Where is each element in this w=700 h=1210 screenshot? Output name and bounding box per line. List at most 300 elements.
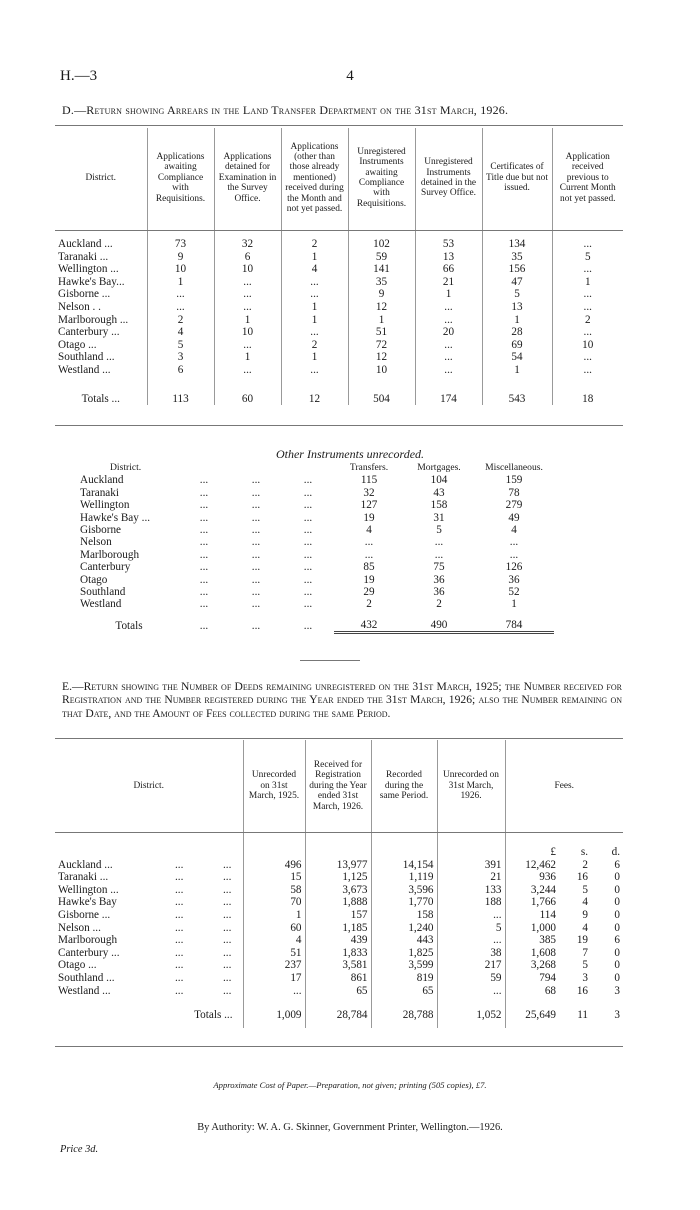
table-cell: 9 (147, 251, 214, 264)
empty-cell (55, 832, 243, 846)
report-code: H.—3 (60, 68, 98, 84)
column-header: Mortgages. (417, 462, 461, 473)
table-cell: 7 (582, 946, 588, 959)
leader-dots: ... (303, 511, 313, 524)
table-cell: 59 (348, 251, 415, 264)
table-cell: ... (147, 301, 214, 314)
leader-dots: ... (303, 548, 313, 561)
leader-dots: ... (223, 858, 232, 871)
table-cell: 12 (348, 351, 415, 364)
total-cell: 25,649 (505, 1009, 559, 1022)
table-cell: 1,608 (505, 947, 559, 960)
empty-cell (554, 598, 620, 610)
table-cell: 3,673 (305, 884, 371, 897)
table-cell: 0 (614, 871, 620, 884)
table-cell: 2 (582, 858, 588, 871)
district-label: Wellington ... (58, 883, 119, 896)
table-cell: 936 (505, 871, 559, 884)
empty-cell (437, 997, 505, 1009)
table-row (55, 351, 623, 364)
totals-row (55, 1009, 623, 1022)
district-name: Westland ... (58, 363, 111, 376)
totals-label: Totals ... (194, 1009, 233, 1022)
leader-dots: ... (251, 619, 261, 632)
separator-rule (300, 660, 360, 661)
table-row (80, 536, 620, 548)
table-cell: 16 (576, 984, 588, 997)
leader-dots: ... (199, 499, 209, 512)
table-cell: 2 (436, 598, 442, 611)
table-cell: 58 (243, 884, 305, 897)
table-cell: ... (364, 548, 374, 561)
empty-cell (55, 377, 147, 393)
leader-dots: ... (199, 586, 209, 599)
fee-units-row (55, 846, 623, 859)
table-cell: ... (437, 909, 505, 922)
empty-cell (282, 462, 334, 474)
district-name: Hawke's Bay... (58, 275, 125, 288)
district-name: Westland (80, 598, 122, 611)
table-cell: 0 (614, 908, 620, 921)
table-cell: 15 (243, 871, 305, 884)
empty-cell (437, 846, 505, 859)
table-cell: 13,977 (305, 859, 371, 872)
table-row (55, 326, 623, 339)
leader-dots: ... (175, 934, 184, 947)
table-cell: ... (552, 351, 623, 364)
table-cell: ... (281, 276, 348, 289)
table-cell: 5 (437, 922, 505, 935)
empty-cell (55, 1022, 243, 1028)
empty-cell (591, 832, 623, 846)
table-cell: 54 (482, 351, 552, 364)
table-cell: 385 (505, 934, 559, 947)
leader-dots: ... (199, 561, 209, 574)
spacer-row (80, 611, 620, 619)
district-name (55, 909, 243, 922)
table-cell: ... (281, 288, 348, 301)
district-name (55, 871, 243, 884)
table-cell: 35 (348, 276, 415, 289)
table-cell: 69 (482, 339, 552, 352)
district-label: Taranaki ... (58, 871, 109, 884)
leader-dots: ... (303, 586, 313, 599)
table-cell: 65 (371, 985, 437, 998)
table-cell: 17 (243, 972, 305, 985)
empty-cell (505, 997, 559, 1009)
table-cell: ... (437, 985, 505, 998)
table-cell: 49 (508, 511, 520, 524)
table-cell: 0 (614, 971, 620, 984)
table-row (80, 586, 620, 598)
price-note: Price 3d. (60, 1144, 99, 1155)
table-e-body (55, 832, 623, 1028)
table-e-header (55, 740, 623, 832)
table-cell: 4 (582, 896, 588, 909)
empty-cell (437, 832, 505, 846)
rule (55, 738, 623, 739)
empty-cell (243, 832, 305, 846)
district-label: Hawke's Bay (58, 896, 117, 909)
leader-dots: ... (251, 561, 261, 574)
totals-label: Totals ... (81, 392, 120, 405)
column-header: Unrecorded on 31st March, 1926. (437, 740, 505, 832)
total-cell: 543 (482, 393, 552, 406)
leader-dots: ... (175, 946, 184, 959)
table-cell: 127 (360, 499, 378, 512)
column-header: Unrecorded on 31st March, 1925. (243, 740, 305, 832)
empty-cell (305, 832, 371, 846)
column-header: Fees. (505, 740, 623, 832)
table-cell: 0 (614, 959, 620, 972)
table-cell: 36 (433, 586, 445, 599)
table-cell: 1 (415, 288, 482, 301)
table-row (55, 339, 623, 352)
column-header: Unregistered Instruments awaiting Compliance with Requisitions. (348, 128, 415, 228)
table-cell: ... (214, 301, 281, 314)
district-name: Hawke's Bay ... (80, 511, 151, 524)
leader-dots: ... (251, 486, 261, 499)
table-cell: 279 (505, 499, 523, 512)
table-cell: 133 (437, 884, 505, 897)
district-name (55, 972, 243, 985)
leader-dots: ... (303, 619, 313, 632)
district-label: Auckland ... (58, 858, 113, 871)
table-cell: 32 (214, 238, 281, 251)
district-name: Canterbury (80, 561, 131, 574)
table-cell: 1,000 (505, 922, 559, 935)
leader-dots: ... (175, 908, 184, 921)
leader-dots: ... (223, 871, 232, 884)
spacer-row (55, 1022, 623, 1028)
table-cell: 12,462 (505, 859, 559, 872)
table-cell: 159 (505, 474, 523, 487)
leader-dots: ... (223, 921, 232, 934)
table-cell: 496 (243, 859, 305, 872)
table-cell: 51 (348, 326, 415, 339)
table-cell: ... (147, 288, 214, 301)
leader-dots: ... (303, 536, 313, 549)
total-cell: 60 (214, 393, 281, 406)
empty-cell (554, 536, 620, 548)
table-cell: ... (552, 238, 623, 251)
table-cell: ... (437, 934, 505, 947)
empty-cell (371, 997, 437, 1009)
leader-dots: ... (223, 984, 232, 997)
table-cell: 1 (147, 276, 214, 289)
table-cell: 2 (281, 339, 348, 352)
table-row (80, 561, 620, 573)
table-cell: 0 (614, 921, 620, 934)
totals-row (80, 619, 620, 633)
table-cell: 5 (582, 959, 588, 972)
table-cell: ... (552, 288, 623, 301)
table-cell: 1 (281, 314, 348, 327)
table-cell: 4 (147, 326, 214, 339)
table-cell: 157 (305, 909, 371, 922)
leader-dots: ... (251, 499, 261, 512)
total-cell: 1,009 (243, 1009, 305, 1022)
leader-dots: ... (303, 561, 313, 574)
table-row (80, 549, 620, 561)
table-cell: 6 (147, 364, 214, 377)
district-name: Nelson . . (58, 300, 101, 313)
table-cell: 75 (433, 561, 445, 574)
leader-dots: ... (251, 524, 261, 537)
empty-cell (554, 619, 620, 633)
empty-cell (371, 832, 437, 846)
table-cell: 5 (147, 339, 214, 352)
leader-dots: ... (175, 921, 184, 934)
table-cell: 102 (348, 238, 415, 251)
table-cell: 1,825 (371, 947, 437, 960)
district-name (55, 934, 243, 947)
column-header: Application received previous to Current Month not yet passed. (552, 128, 623, 228)
column-header: Certificates of Title due but not issued. (482, 128, 552, 228)
table-cell: 73 (147, 238, 214, 251)
leader-dots: ... (251, 474, 261, 487)
table-cell: 2 (147, 314, 214, 327)
cost-note: Approximate Cost of Paper.—Preparation, not given; printing (505 copies), £7. (213, 1080, 487, 1090)
table-cell: 158 (371, 909, 437, 922)
leader-dots: ... (199, 536, 209, 549)
empty-cell (147, 377, 214, 393)
table-cell: 158 (430, 499, 448, 512)
leader-dots: ... (303, 573, 313, 586)
district-name: Southland ... (58, 351, 115, 364)
table-cell: 13 (415, 251, 482, 264)
table-cell: ... (415, 364, 482, 377)
table-cell: 114 (505, 909, 559, 922)
table-cell: 0 (614, 883, 620, 896)
table-e (55, 740, 623, 1028)
table-row (55, 251, 623, 264)
table-d-body (55, 228, 623, 405)
table-cell: 53 (415, 238, 482, 251)
empty-cell (55, 997, 243, 1009)
table-cell: 115 (360, 474, 378, 487)
table-cell: ... (214, 339, 281, 352)
table-row (80, 524, 620, 536)
table-cell: 0 (614, 946, 620, 959)
leader-dots: ... (175, 896, 184, 909)
total-cell: 11 (577, 1009, 588, 1022)
empty-cell (505, 1022, 559, 1028)
table-cell: 32 (363, 486, 375, 499)
table-cell: ... (364, 536, 374, 549)
leader-dots: ... (199, 619, 209, 632)
total-cell: 28,784 (305, 1009, 371, 1022)
empty-cell (214, 377, 281, 393)
table-cell: 85 (363, 561, 375, 574)
column-header: Applications (other than those already mentioned) received during the Month and not yet passed. (281, 128, 348, 228)
leader-dots: ... (303, 474, 313, 487)
leader-dots: ... (303, 598, 313, 611)
table-cell: ... (552, 326, 623, 339)
rule (55, 230, 623, 231)
empty-cell (482, 377, 552, 393)
table-cell: 10 (214, 263, 281, 276)
table-cell: 2 (281, 238, 348, 251)
table-row (55, 288, 623, 301)
table-cell: 1 (482, 314, 552, 327)
leader-dots: ... (199, 511, 209, 524)
district-name: Otago (80, 573, 108, 586)
leader-dots: ... (199, 548, 209, 561)
district-label: Gisborne ... (58, 908, 111, 921)
table-cell: 188 (437, 896, 505, 909)
column-header: District. (110, 462, 142, 473)
leader-dots: ... (251, 536, 261, 549)
table-cell: 3,596 (371, 884, 437, 897)
district-label: Otago ... (58, 959, 97, 972)
leader-dots: ... (199, 573, 209, 586)
column-header: District. (85, 172, 116, 183)
district-name: Canterbury ... (58, 326, 120, 339)
table-d (55, 128, 623, 405)
district-name (55, 985, 243, 998)
table-cell: 794 (505, 972, 559, 985)
table-cell: 2 (552, 314, 623, 327)
empty-cell (371, 1022, 437, 1028)
empty-cell (554, 474, 620, 486)
leader-dots: ... (199, 486, 209, 499)
district-name: Auckland ... (58, 238, 113, 250)
table-row (55, 884, 623, 897)
table-cell: 141 (348, 263, 415, 276)
district-name: Marlborough ... (58, 313, 129, 326)
table-cell: 1 (348, 314, 415, 327)
table-cell: 1,185 (305, 922, 371, 935)
other-instruments-table (80, 462, 620, 634)
table-cell: 28 (482, 326, 552, 339)
table-row (55, 896, 623, 909)
empty-cell (552, 377, 623, 393)
table-cell: 1 (214, 351, 281, 364)
empty-cell (415, 377, 482, 393)
table-row (80, 474, 620, 486)
leader-dots: ... (303, 499, 313, 512)
empty-cell (55, 846, 243, 859)
table-cell: 14,154 (371, 859, 437, 872)
empty-cell (554, 512, 620, 524)
table-cell: ... (552, 301, 623, 314)
total-cell: 784 (474, 619, 554, 633)
table-cell: 2 (366, 598, 372, 611)
table-cell: 1,833 (305, 947, 371, 960)
table-cell: 36 (433, 573, 445, 586)
table-cell: 10 (147, 263, 214, 276)
table-cell: 6 (214, 251, 281, 264)
fee-unit-shillings: s. (580, 846, 588, 858)
table-cell: 6 (614, 934, 620, 947)
district-name (55, 959, 243, 972)
table-cell: ... (415, 339, 482, 352)
empty-cell (554, 499, 620, 511)
table-cell: 4 (511, 524, 517, 537)
leader-dots: ... (175, 871, 184, 884)
district-name: Southland (80, 586, 126, 599)
table-cell: 20 (415, 326, 482, 339)
table-row (55, 314, 623, 327)
rule (55, 425, 623, 426)
column-header: Received for Registration during the Year ended 31st March, 1926. (305, 740, 371, 832)
column-header: Miscellaneous. (485, 462, 543, 473)
table-row (55, 959, 623, 972)
district-name (55, 884, 243, 897)
table-cell: 5 (436, 524, 442, 537)
table-cell: ... (509, 548, 519, 561)
district-name: Wellington (80, 499, 130, 512)
table-row (80, 512, 620, 524)
table-cell: 3,599 (371, 959, 437, 972)
table-row (80, 574, 620, 586)
district-name (55, 859, 243, 872)
table-cell: 4 (366, 524, 372, 537)
table-cell: 59 (437, 972, 505, 985)
district-name: Gisborne ... (58, 288, 111, 301)
table-cell: 1 (214, 314, 281, 327)
table-cell: 3,581 (305, 959, 371, 972)
table-cell: 31 (433, 511, 445, 524)
table-cell: 3 (147, 351, 214, 364)
table-cell: 38 (437, 947, 505, 960)
leader-dots: ... (303, 524, 313, 537)
table-cell: ... (552, 364, 623, 377)
leader-dots: ... (175, 858, 184, 871)
empty-cell (554, 524, 620, 536)
table-e-title: E.—Return showing the Number of Deeds remaining unregistered on the 31st March, 1925; the Number received for Registration and the Number registered during the Year ended the 31st March, 1926; also the Number remaining on that Date, and the Amount of Fees collected during the same Period. (62, 680, 622, 720)
table-cell: 43 (433, 486, 445, 499)
leader-dots: ... (199, 524, 209, 537)
leader-dots: ... (175, 971, 184, 984)
table-row (55, 871, 623, 884)
column-header: Applications detained for Examination in the Survey Office. (214, 128, 281, 228)
table-cell: ... (434, 536, 444, 549)
table-cell: 1 (511, 598, 517, 611)
empty-cell (591, 1022, 623, 1028)
empty-cell (505, 832, 559, 846)
leader-dots: ... (251, 586, 261, 599)
table-d-title: D.—Return showing Arrears in the Land Transfer Department on the 31st March, 1926. (62, 103, 509, 117)
column-header: Recorded during the same Period. (371, 740, 437, 832)
table-cell: 60 (243, 922, 305, 935)
empty-cell (559, 997, 591, 1009)
empty-cell (437, 1022, 505, 1028)
table-cell: 1,119 (371, 871, 437, 884)
table-cell: ... (415, 301, 482, 314)
table-cell: 391 (437, 859, 505, 872)
leader-dots: ... (199, 474, 209, 487)
empty-cell (305, 997, 371, 1009)
rule (55, 1046, 623, 1047)
district-label: Marlborough (58, 934, 118, 947)
leader-dots: ... (251, 573, 261, 586)
column-header: District. (133, 780, 164, 791)
table-row (55, 922, 623, 935)
leader-dots: ... (223, 946, 232, 959)
table-cell: 19 (576, 934, 588, 947)
district-name: Wellington ... (58, 263, 119, 276)
table-cell: 19 (363, 511, 375, 524)
column-header: Transfers. (349, 462, 389, 473)
table-cell: 1,240 (371, 922, 437, 935)
page-number: 4 (346, 68, 354, 84)
table-row (55, 276, 623, 289)
table-cell: 156 (482, 263, 552, 276)
fee-unit-pence: d. (611, 846, 620, 858)
total-cell: 1,052 (437, 1009, 505, 1022)
